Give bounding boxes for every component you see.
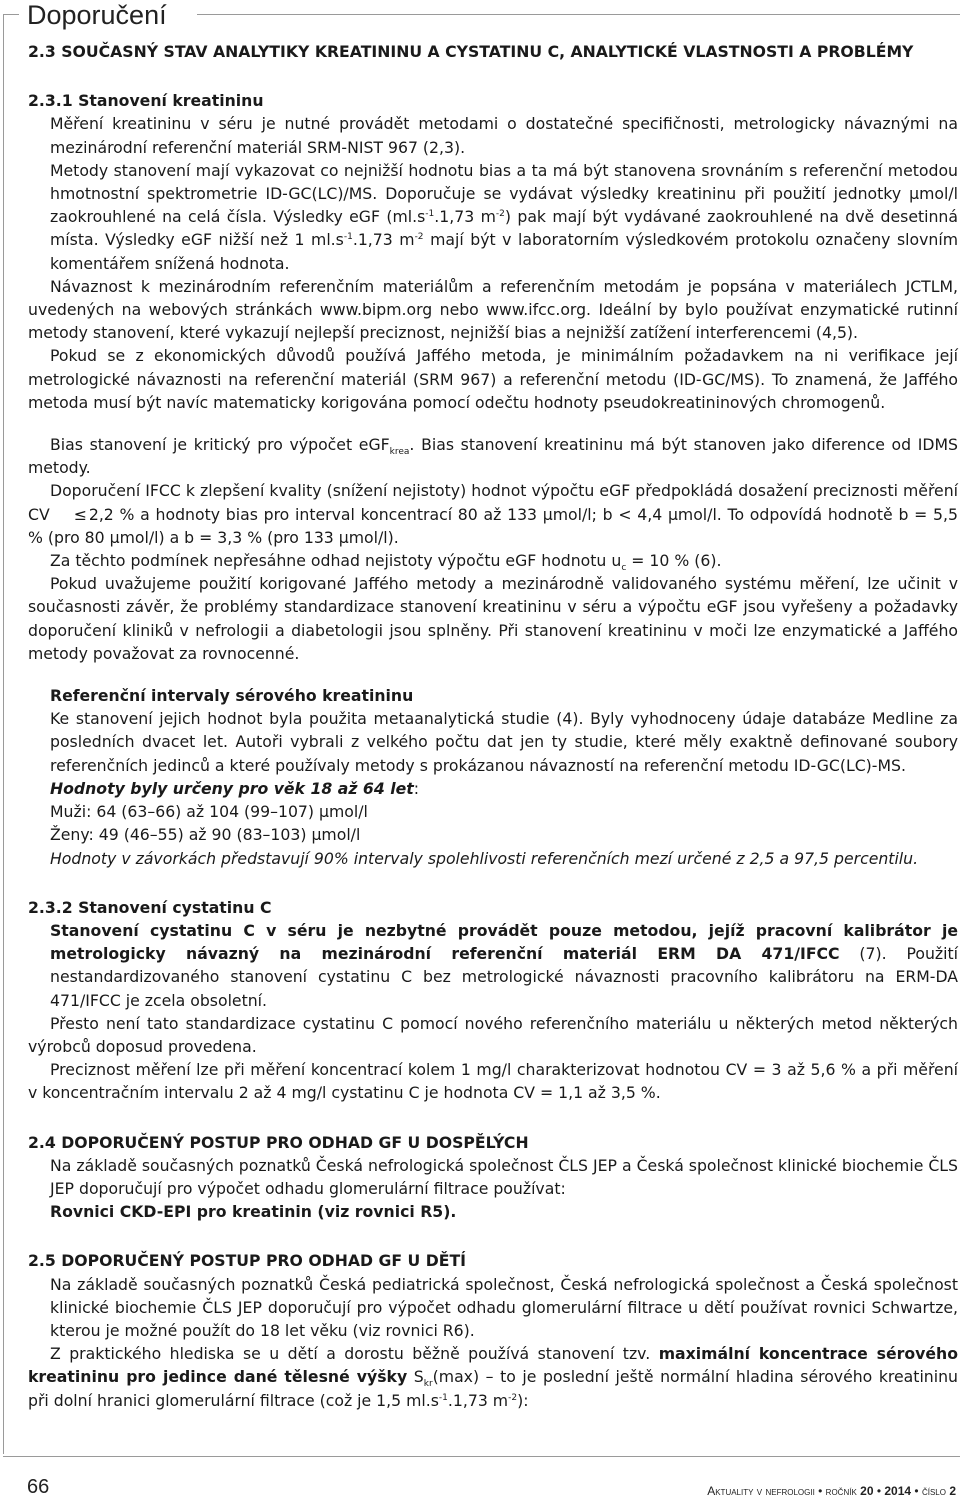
section-2-5-heading: 2.5 DOPORUČENÝ POSTUP PRO ODHAD GF U DĚTÍ (28, 1251, 466, 1271)
less-or-equal-icon: ≤ (73, 504, 87, 524)
section-2-3-2-heading: 2.3.2 Stanovení cystatinu C (28, 897, 272, 917)
header-tick (3, 14, 19, 15)
reference-note: Hodnoty v závorkách představují 90% intervaly spolehlivosti referenčních mezí určené z 2,5 a 97,5 percentilu. (50, 848, 919, 868)
men-range: Muži: 64 (63–66) až 104 (99–107) µmol/l (50, 802, 368, 822)
paragraph: Na základě současných poznatků Česká pediatrická společnost, Česká nefrologická společnost a Česká společnost klinické biochemie ČLS JEP doporučují pro výpočet odhadu glomerulární filtrace u dětí používat rovnici Schwartze, kterou je možné použít do 18 let věku (viz rovnici R6). (50, 1274, 958, 1340)
reference-intervals-heading: Referenční intervaly sérového kreatininu (50, 686, 414, 706)
paragraph: Za těchto podmínek nepřesáhne odhad nejistoty výpočtu eGF hodnotu $u_c = 10$ % (6). (50, 551, 722, 574)
section-2-3-1-heading: 2.3.1 Stanovení kreatininu (28, 91, 264, 111)
recommended-equation: Rovnici CKD-EPI pro kreatinin (viz rovnici R5). (50, 1202, 457, 1222)
header-rule (197, 14, 960, 15)
running-header-title: Doporučení (27, 0, 167, 30)
paragraph: Ke stanovení jejich hodnot byla použita metaanalytická studie (4). Byly vyhodnoceny údaje databáze Medline za posledních dvacet let. Autoři vybrali z velkého počtu dat jen ty studie, které měly exaktně definované soubory referenčních jedinců a které používaly metody s prokázanou návazností na referenční metodu ID-GC(LC)-MS. (50, 709, 958, 775)
paragraph: Návaznost k mezinárodním referenčním materiálům a referenčním metodám je popsána v materiálech JCTLM, uvedených na webových stránkách www.bipm.org nebo www.ifcc.org. Ideální by bylo používat enzymatické rutinní metody stanovení, které vykazují nejlepší preciznost, nejnižší bias a nejnižší zatížení interferencemi (4,5). (28, 276, 958, 343)
age-range-line: Hodnoty byly určeny pro věk 18 až 64 let: (50, 778, 420, 798)
paragraph: Přesto není tato standardizace cystatinu C pomocí nového referenčního materiálu u některých metod některých výrobců doposud provedena. (28, 1013, 958, 1056)
page-number: 66 (27, 1476, 50, 1498)
paragraph: Doporučení IFCC k zlepšení kvality (snížení nejistoty) hodnot výpočtu eGF předpokládá dosažení preciznosti měření CV ≤ 2,2 % a hodnoty bias pro interval koncentrací 80 až 133 µmol/l; b < 4,4 µmol/l. To odpovídá hodnotě b = 5,5 % (pro 80 µmol/l) a b = 3,3 % (pro 133 µmol/l). (28, 481, 958, 547)
paragraph: Preciznost měření lze při měření koncentrací kolem 1 mg/l charakterizovat hodnotou CV = 3 až 5,6 % a při měření v koncentračním intervalu 2 až 4 mg/l cystatinu C je hodnota CV = 1,1 až 3,5 %. (28, 1060, 958, 1103)
section-2-3-heading: 2.3 SOUČASNÝ STAV ANALYTIKY KREATININU A CYSTATINU C, ANALYTICKÉ VLASTNOSTI A PROBLÉMY (28, 42, 914, 61)
women-range: Ženy: 49 (46–55) až 90 (83–103) µmol/l (50, 825, 361, 845)
section-2-4-heading: 2.4 DOPORUČENÝ POSTUP PRO ODHAD GF U DOSPĚLÝCH (28, 1132, 529, 1152)
paragraph: Z praktického hlediska se u dětí a dorostu běžně používá stanovení tzv. maximální koncentrace sérového kreatininu pro jedince dané tělesné výšky $S_{kr}(\max)$ – to je poslední ještě normální hladina sérového kreatininu při dolní hranici glomerulární filtrace (což je 1,5 $ml.s^{-1}.1,73$ $m^{-2}$): (28, 1344, 958, 1410)
paragraph: Pokud se z ekonomických důvodů používá Jaffého metoda, je minimálním požadavkem na ni verifikace její metrologické návaznosti na referenční materiál (SRM 967) a referenční metodu (ID-GC/MS). To znamená, že Jaffého metoda musí být navíc matematicky korigována pomocí odečtu hodnoty pseudokreatininových chromogenů. (28, 346, 958, 412)
paragraph: Stanovení cystatinu C v séru je nezbytné provádět pouze metodou, jejíž pracovní kalibrátor je metrologicky návazný na mezinárodní referenční materiál ERM DA 471/IFCC (7). Použití nestandardizovaného stanovení cystatinu C bez metrologické návaznosti pracovního kalibrátoru na ERM-DA 471/IFCC je zcela obsoletní. (50, 920, 958, 1010)
page-content (28, 40, 958, 1412)
paragraph: Bias stanovení je kritický pro výpočet eGF$_{krea}$. Bias stanovení kreatininu má být stanoven jako diference od IDMS metody. (28, 435, 958, 478)
paragraph: Metody stanovení mají vykazovat co nejnižší hodnotu bias a ta má být stanovena srovnáním s referenční metodou hmotnostní spektrometrie ID-GC(LC)/MS. Doporučuje se vydávat výsledky kreatininu při použití jednotky µmol/l zaokrouhlené na celá čísla. Výsledky eGF ($ml.s^{-1}.1,73$ $m^{-2}$) pak mají být vydávané zaokrouhlené na dvě desetinná místa. Výsledky eGF nižší než 1 $ml.s^{-1}.1,73$ $m^{-2}$ mají být v laboratorním výsledkovém protokolu označeny slovním komentářem snížená hodnota. (50, 160, 958, 273)
footer-rule (3, 1456, 960, 1457)
paragraph: Na základě současných poznatků Česká nefrologická společnost ČLS JEP a Česká společnost klinické biochemie ČLS JEP doporučují pro výpočet odhadu glomerulární filtrace používat: (50, 1155, 958, 1198)
paragraph: Měření kreatininu v séru je nutné provádět metodami o dostatečné specifičnosti, metrologicky návaznými na mezinárodní referenční materiál SRM-NIST 967 (2,3). (50, 114, 958, 157)
journal-footer: Aktuality v nefrologii • ročník 20 • 2014 • číslo 2 (707, 1484, 956, 1498)
frame-left-rule (3, 14, 4, 1454)
paragraph: Pokud uvažujeme použití korigované Jaffého metody a mezinárodně validovaného systému měření, lze učinit v současnosti závěr, že problémy standardizace stanovení kreatininu v séru a výpočtu eGF jsou vyřešeny a požadavky doporučení kliniků v nefrologii a diabetologii jsou splněny. Při stanovení kreatininu v moči lze enzymatické a Jaffého metody považovat za rovnocenné. (28, 574, 958, 663)
